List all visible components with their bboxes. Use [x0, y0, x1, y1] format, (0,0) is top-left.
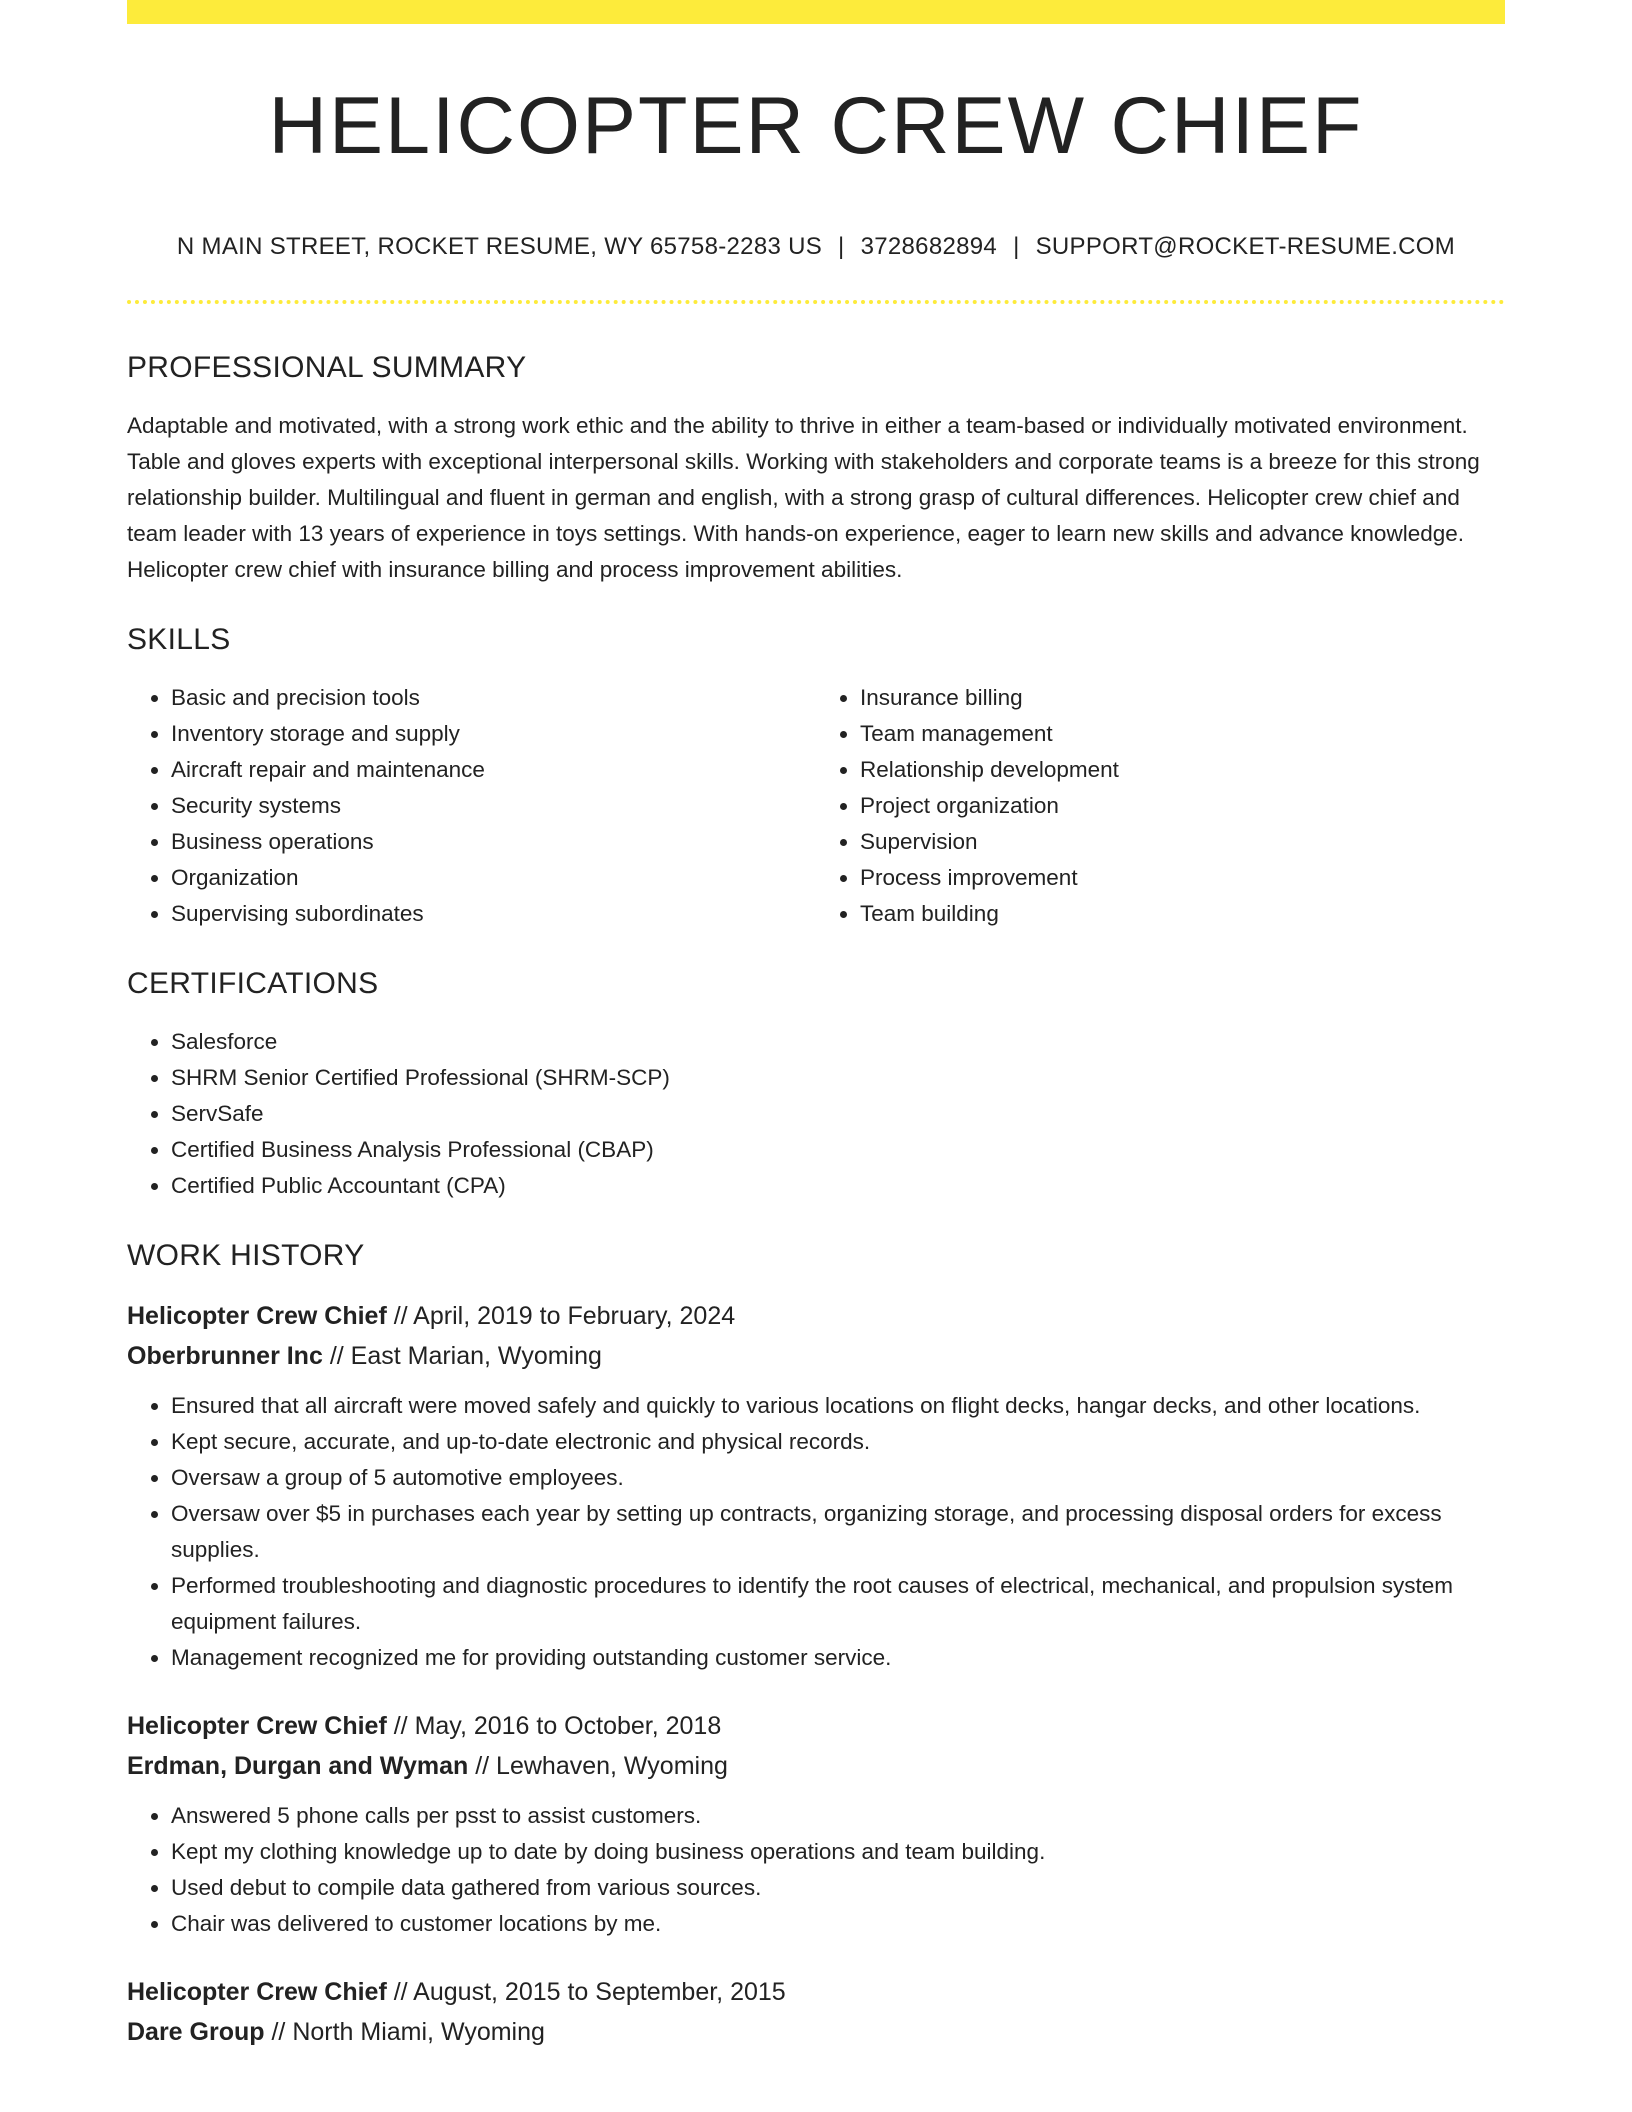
skills-heading: SKILLS	[127, 622, 231, 656]
contact-line	[127, 233, 1505, 262]
job-title-line	[127, 1706, 1505, 1746]
contact-separator: |	[1013, 233, 1020, 260]
job-company-line	[127, 2012, 1505, 2052]
job-dates: // April, 2019 to February, 2024	[386, 1301, 736, 1330]
job-bullets	[127, 1388, 1505, 1676]
job-bullet: • Ensured that all aircraft were moved safely and quickly to various locations on flight decks, hangar decks, and other locations.	[171, 1388, 1505, 1424]
certification-item: • Salesforce	[171, 1024, 1505, 1060]
job-company: Oberbrunner Inc	[127, 1341, 323, 1370]
job-entry	[127, 1296, 1505, 1676]
job-bullet: • Kept secure, accurate, and up-to-date electronic and physical records.	[171, 1424, 1505, 1460]
resume-name: HELICOPTER CREW CHIEF	[268, 81, 1364, 171]
skill-item: • Supervising subordinates	[171, 896, 816, 932]
contact-phone: 3728682894	[860, 233, 998, 260]
job-bullet: • Kept my clothing knowledge up to date by doing business operations and team building.	[171, 1834, 1505, 1870]
skill-item: • Inventory storage and supply	[171, 716, 816, 752]
job-role: Helicopter Crew Chief	[127, 1711, 387, 1740]
work-history-heading: WORK HISTORY	[127, 1238, 365, 1272]
job-location: // East Marian, Wyoming	[322, 1341, 602, 1370]
job-entry	[127, 1706, 1505, 1942]
job-dates: // May, 2016 to October, 2018	[386, 1711, 722, 1740]
skill-item: • Relationship development	[860, 752, 1505, 788]
certification-item: • Certified Public Accountant (CPA)	[171, 1168, 1505, 1204]
job-title-line	[127, 1972, 1505, 2012]
summary-text: Adaptable and motivated, with a strong work ethic and the ability to thrive in either a team-based or individually motivated environment. Table and gloves experts with exceptional interpersonal skills. Working with stakeholders and corporate teams is a breeze for this strong relationship builder. Multilingual and fluent in german and english, with a strong grasp of cultural differences. Helicopter crew chief and team leader with 13 years of experience in toys settings. With hands-on experience, eager to learn new skills and advance knowledge. Helicopter crew chief with insurance billing and process improvement abilities.	[127, 412, 1480, 582]
skill-item: • Basic and precision tools	[171, 680, 816, 716]
job-entry	[127, 1972, 1505, 2052]
certification-item: • SHRM Senior Certified Professional (SHRM-SCP)	[171, 1060, 1505, 1096]
job-bullet: • Oversaw a group of 5 automotive employees.	[171, 1460, 1505, 1496]
job-bullet: • Answered 5 phone calls per psst to assist customers.	[171, 1798, 1505, 1834]
skill-item: • Project organization	[860, 788, 1505, 824]
certifications-list	[127, 1024, 1505, 1204]
job-dates: // August, 2015 to September, 2015	[386, 1977, 786, 2006]
skill-item: • Security systems	[171, 788, 816, 824]
skills-list-right	[816, 680, 1505, 932]
job-bullet: • Performed troubleshooting and diagnostic procedures to identify the root causes of electrical, mechanical, and propulsion system equipment failures.	[171, 1568, 1505, 1640]
job-role: Helicopter Crew Chief	[127, 1301, 387, 1330]
job-bullet: • Used debut to compile data gathered from various sources.	[171, 1870, 1505, 1906]
skills-list-left	[127, 680, 816, 932]
dotted-divider	[127, 300, 1505, 304]
skills-columns	[127, 680, 1505, 932]
job-location: // Lewhaven, Wyoming	[468, 1751, 728, 1780]
job-company-line	[127, 1746, 1505, 1786]
skill-item: • Aircraft repair and maintenance	[171, 752, 816, 788]
summary-heading: PROFESSIONAL SUMMARY	[127, 350, 527, 384]
certifications-heading: CERTIFICATIONS	[127, 966, 379, 1000]
skill-item: • Organization	[171, 860, 816, 896]
job-bullet: • Management recognized me for providing outstanding customer service.	[171, 1640, 1505, 1676]
job-company: Dare Group	[127, 2017, 265, 2046]
skill-item: • Supervision	[860, 824, 1505, 860]
contact-separator: |	[838, 233, 845, 260]
contact-address: N MAIN STREET, ROCKET RESUME, WY 65758-2283 US	[176, 233, 823, 260]
skill-item: • Process improvement	[860, 860, 1505, 896]
job-location: // North Miami, Wyoming	[264, 2017, 545, 2046]
certification-item: • Certified Business Analysis Professional (CBAP)	[171, 1132, 1505, 1168]
job-company: Erdman, Durgan and Wyman	[127, 1751, 469, 1780]
skill-item: • Business operations	[171, 824, 816, 860]
contact-email: SUPPORT@ROCKET-RESUME.COM	[1035, 233, 1456, 260]
job-company-line	[127, 1336, 1505, 1376]
job-title-line	[127, 1296, 1505, 1336]
job-bullets	[127, 1798, 1505, 1942]
job-bullet: • Oversaw over $5 in purchases each year by setting up contracts, organizing storage, and processing disposal orders for excess supplies.	[171, 1496, 1505, 1568]
job-role: Helicopter Crew Chief	[127, 1977, 387, 2006]
skill-item: • Team building	[860, 896, 1505, 932]
skill-item: • Insurance billing	[860, 680, 1505, 716]
top-accent-bar	[127, 0, 1505, 24]
certification-item: • ServSafe	[171, 1096, 1505, 1132]
resume-page	[127, 0, 1505, 2052]
skill-item: • Team management	[860, 716, 1505, 752]
job-bullet: • Chair was delivered to customer locations by me.	[171, 1906, 1505, 1942]
